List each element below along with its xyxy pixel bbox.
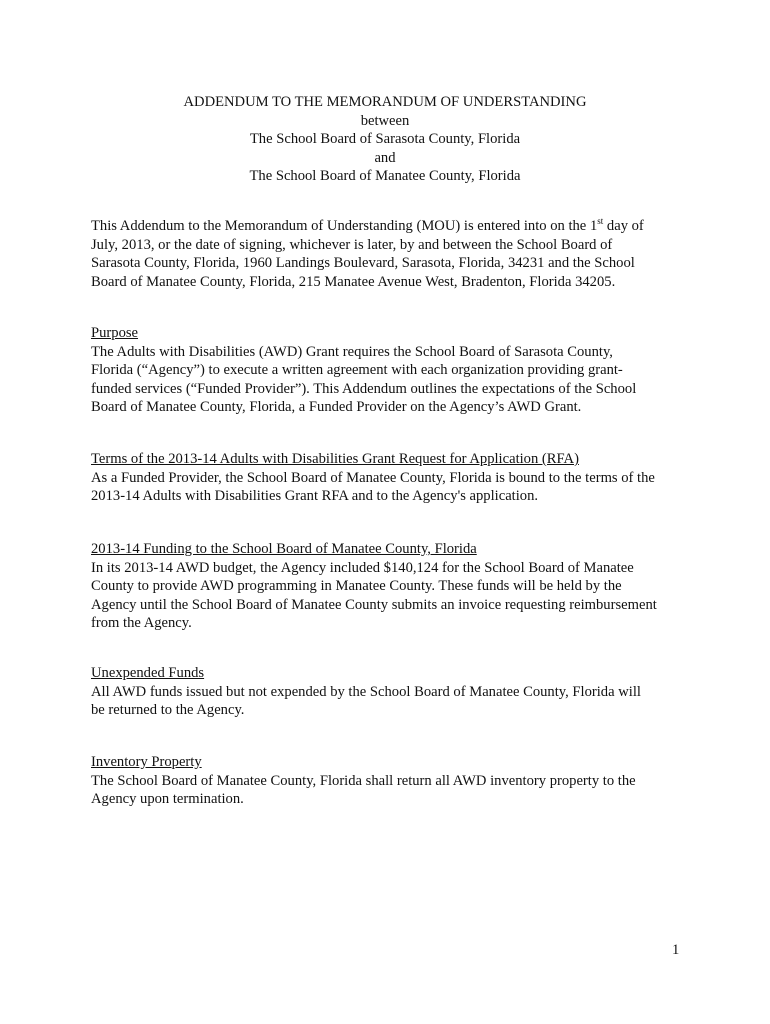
page-number: 1 (672, 942, 680, 958)
funding-line-4: from the Agency. (91, 615, 192, 632)
funding-line-1: In its 2013-14 AWD budget, the Agency included $140,124 for the School Board of Manatee (91, 559, 634, 576)
funding-line-3: Agency until the School Board of Manatee County submits an invoice requesting reimbursement (91, 596, 657, 613)
inventory-line-2: Agency upon termination. (91, 791, 244, 808)
intro-line-1-text: This Addendum to the Memorandum of Understanding (MOU) is entered into on the 1 (91, 218, 598, 234)
unexpended-funds-heading: Unexpended Funds (91, 665, 205, 681)
terms-line-1: As a Funded Provider, the School Board of Manatee County, Florida is bound to the terms of the (91, 469, 655, 486)
intro-line-1-end: day of (603, 218, 644, 234)
terms-section (91, 450, 691, 506)
intro-line-2: July, 2013, or the date of signing, whichever is later, by and between the School Board of (91, 236, 613, 253)
inventory-property-section (91, 753, 691, 809)
purpose-heading: Purpose (91, 325, 139, 341)
unexpended-line-2: be returned to the Agency. (91, 702, 245, 719)
purpose-section (91, 324, 691, 417)
title-line-4: and (374, 149, 396, 166)
intro-line-1 (91, 217, 691, 236)
intro-paragraph (91, 217, 691, 291)
title-line-5: The School Board of Manatee County, Florida (249, 168, 521, 185)
purpose-line-2: Florida (“Agency”) to execute a written agreement with each organization providing grant- (91, 362, 623, 379)
document-title (0, 93, 770, 186)
terms-heading: Terms of the 2013-14 Adults with Disabilities Grant Request for Application (RFA) (91, 451, 579, 467)
purpose-line-4: Board of Manatee County, Florida, a Funded Provider on the Agency’s AWD Grant. (91, 399, 582, 416)
inventory-line-1: The School Board of Manatee County, Florida shall return all AWD inventory property to the (91, 772, 636, 789)
inventory-property-heading: Inventory Property (91, 754, 202, 770)
title-line-1: ADDENDUM TO THE MEMORANDUM OF UNDERSTANDING (183, 94, 587, 110)
unexpended-funds-section (91, 664, 691, 720)
terms-line-2: 2013-14 Adults with Disabilities Grant RFA and to the Agency's application. (91, 488, 539, 505)
ordinal-suffix: st (597, 216, 604, 227)
title-line-3: The School Board of Sarasota County, Florida (249, 131, 521, 148)
intro-line-3: Sarasota County, Florida, 1960 Landings Boulevard, Sarasota, Florida, 34231 and the School (91, 255, 635, 272)
funding-section (91, 540, 691, 633)
title-line-2: between (360, 112, 410, 129)
purpose-line-1: The Adults with Disabilities (AWD) Grant requires the School Board of Sarasota County, (91, 343, 613, 360)
unexpended-line-1: All AWD funds issued but not expended by the School Board of Manatee County, Florida will (91, 683, 641, 700)
funding-heading: 2013-14 Funding to the School Board of Manatee County, Florida (91, 541, 477, 557)
intro-line-4: Board of Manatee County, Florida, 215 Manatee Avenue West, Bradenton, Florida 34205. (91, 273, 616, 290)
funding-line-2: County to provide AWD programming in Manatee County. These funds will be held by the (91, 578, 622, 595)
purpose-line-3: funded services (“Funded Provider”). This Addendum outlines the expectations of the School (91, 380, 637, 397)
